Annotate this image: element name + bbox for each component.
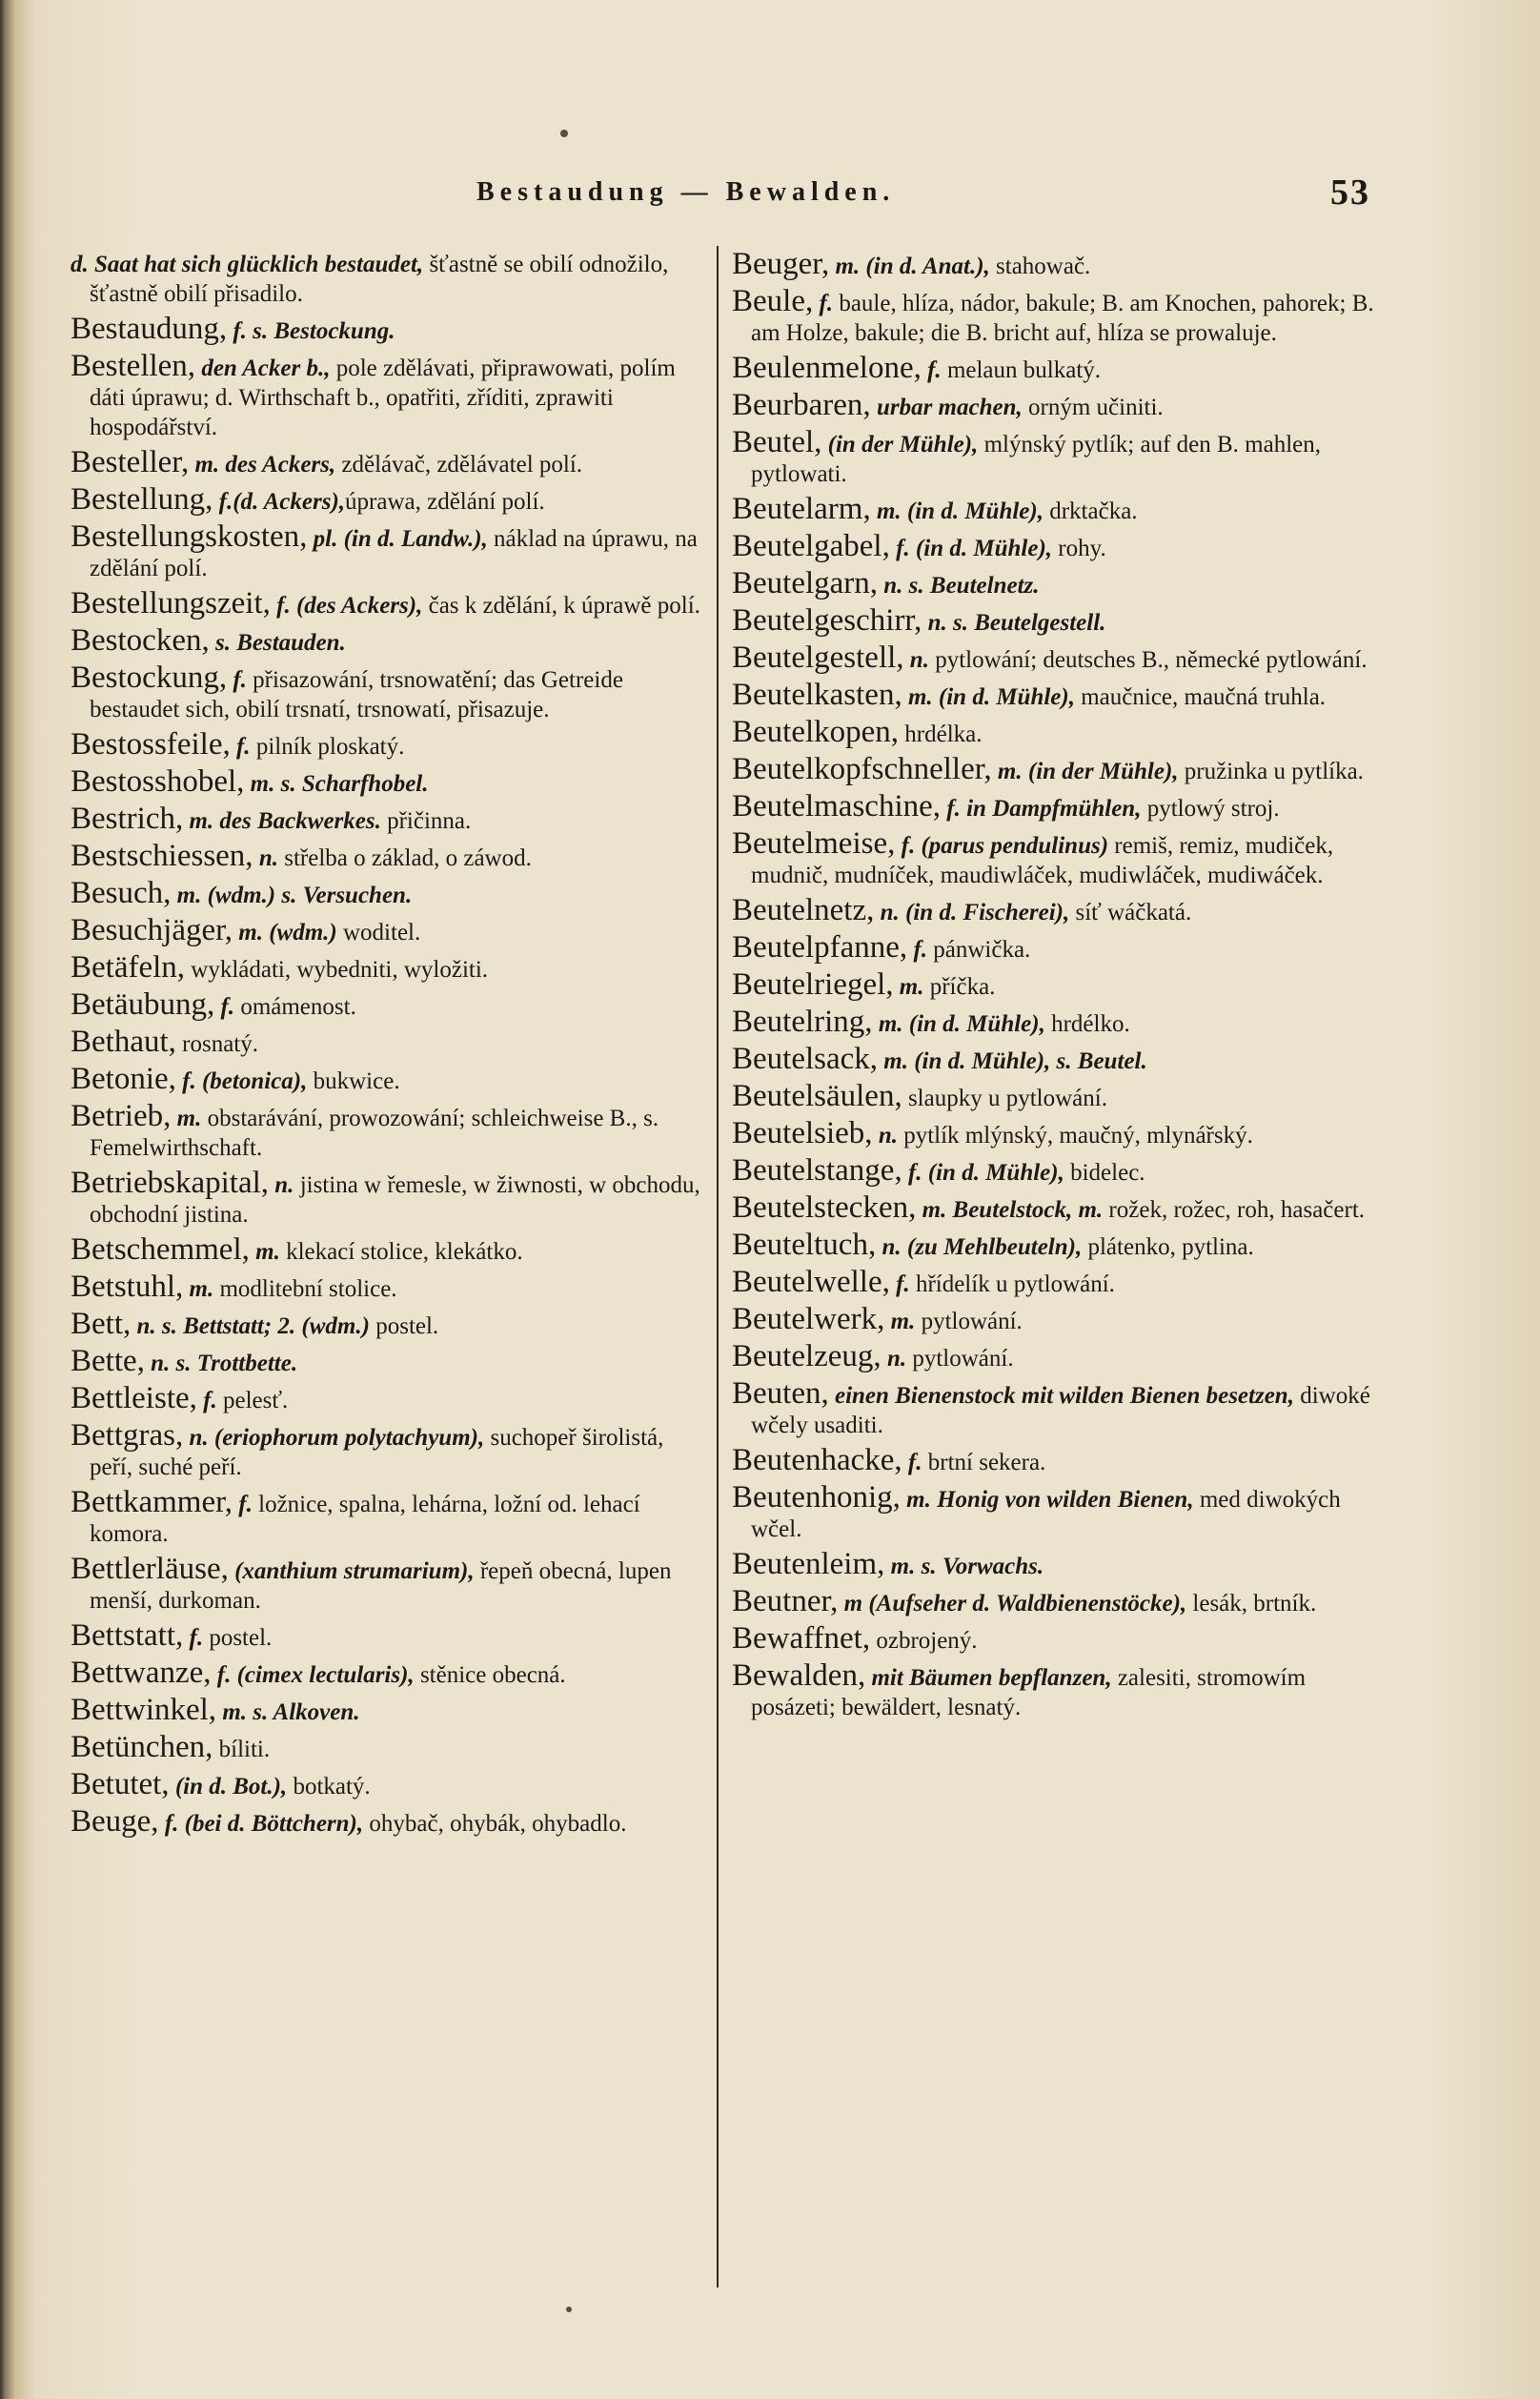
dictionary-entry — [732, 351, 1382, 385]
entry-german: f. — [196, 1388, 217, 1413]
entry-czech: med diwokých wčel. — [751, 1487, 1341, 1542]
top-mark — [560, 130, 568, 137]
entry-czech: drktačka. — [1043, 498, 1138, 524]
entry-headword: Beuten, — [732, 1376, 829, 1411]
entry-headword: Betünchen, — [71, 1730, 213, 1764]
page-header — [476, 173, 1429, 215]
entry-headword: Bettkammer, — [71, 1485, 233, 1519]
entry-headword: Beutelarm, — [732, 492, 871, 526]
entry-czech: omámenost. — [234, 994, 356, 1020]
entry-czech: slaupky u pytlowání. — [902, 1086, 1107, 1111]
entry-czech: suchopeř širolistá, peří, suché peří. — [90, 1425, 664, 1480]
entry-headword: Beutelkasten, — [732, 678, 902, 712]
entry-czech: maučnice, maučná truhla. — [1074, 684, 1327, 710]
entry-german: n. s. Trottbette. — [144, 1351, 298, 1376]
entry-german: pl. (in d. Landw.), — [307, 526, 488, 552]
entry-headword: Bestaudung, — [71, 312, 228, 346]
dictionary-entry — [732, 1443, 1382, 1477]
entry-czech: melaun bulkatý. — [941, 357, 1102, 383]
dictionary-entry — [732, 566, 1382, 600]
entry-headword: Beutner, — [732, 1584, 839, 1618]
dictionary-entry — [732, 1339, 1382, 1373]
dictionary-entry — [71, 764, 704, 799]
dictionary-entry — [71, 519, 704, 583]
entry-german: m. (wdm.) — [233, 920, 337, 945]
header-title: Bestaudung — Bewalden. — [476, 177, 896, 207]
dictionary-entry — [732, 1265, 1382, 1299]
entry-headword: Bettstatt, — [71, 1618, 184, 1653]
dictionary-entry — [732, 1658, 1382, 1722]
dictionary-entry — [732, 1116, 1382, 1150]
dictionary-entry — [71, 312, 704, 346]
entry-headword: Besuchjäger, — [71, 913, 233, 947]
entry-czech: pelesť. — [216, 1388, 289, 1413]
entry-czech: stěnice obecná. — [414, 1662, 566, 1688]
entry-czech: zalesiti, stromowím posázeti; bewäldert, lesnatý. — [751, 1665, 1307, 1720]
entry-czech: baule, hlíza, nádor, bakule; B. am Knochen, pahorek; B. am Holze, bakule; die B. bricht auf, hlíza se prowaluje. — [751, 291, 1374, 346]
entry-german: f. (in d. Mühle), — [902, 1160, 1064, 1186]
entry-headword: Beutelring, — [732, 1005, 873, 1039]
entry-headword: Bestellung, — [71, 482, 213, 517]
entry-headword: Bewalden, — [732, 1658, 866, 1693]
entry-czech: botkatý. — [287, 1774, 371, 1799]
entry-german: einen Bienenstock mit wilden Bienen besetzen, — [828, 1383, 1294, 1409]
dictionary-entry — [71, 482, 704, 517]
entry-czech: pružinka u pytlíka. — [1178, 759, 1364, 784]
entry-headword: Beutelwelle, — [732, 1265, 890, 1299]
dictionary-entry — [732, 1302, 1382, 1336]
entry-headword: Beutelzeug, — [732, 1339, 881, 1373]
entry-german: f. — [889, 1271, 910, 1297]
dictionary-entry — [71, 727, 704, 762]
entry-headword: Beurbaren, — [732, 388, 871, 422]
entry-czech: orným učiniti. — [1022, 395, 1164, 420]
entry-headword: Betriebskapital, — [71, 1166, 270, 1200]
entry-headword: Beuge, — [71, 1804, 159, 1839]
dictionary-entry — [71, 663, 704, 724]
entry-german: f. — [214, 994, 235, 1020]
entry-german: n. — [903, 647, 929, 673]
entry-headword: Bestellen, — [71, 349, 196, 383]
entry-german: m. — [893, 974, 924, 1000]
entry-german: f. (des Ackers), — [270, 593, 423, 619]
entry-german: (in d. Bot.), — [169, 1774, 288, 1799]
entry-headword: Besteller, — [71, 445, 190, 479]
entry-czech: ohybač, ohybák, ohybadlo. — [363, 1811, 627, 1837]
entry-headword: Bestockung, — [71, 661, 228, 695]
entry-headword: Beutelmaschine, — [732, 789, 942, 823]
entry-czech: modlitební stolice. — [213, 1276, 397, 1302]
dictionary-entry — [71, 839, 704, 873]
entry-german: n. (in d. Fischerei), — [874, 900, 1070, 925]
entry-czech: síť wáčkatá. — [1069, 900, 1192, 925]
entry-headword: Beutelmeise, — [732, 826, 896, 861]
entry-headword: Beutelsack, — [732, 1042, 879, 1076]
entry-headword: Bettgras, — [71, 1418, 184, 1453]
entry-headword: Bett, — [71, 1307, 132, 1341]
entry-german: (in der Mühle), — [821, 432, 979, 457]
entry-german: n. s. Beutelgestell. — [922, 610, 1106, 636]
entry-german: m. (wdm.) s. Versuchen. — [171, 883, 413, 908]
dictionary-entry — [732, 1547, 1382, 1581]
dictionary-entry — [71, 250, 704, 309]
dictionary-entry — [732, 967, 1382, 1002]
entry-german: m. — [884, 1309, 916, 1334]
dictionary-entry — [71, 1485, 704, 1549]
entry-german: m. — [171, 1106, 202, 1131]
entry-headword: Bettlerläuse, — [71, 1552, 229, 1586]
dictionary-entry — [71, 445, 704, 479]
entry-czech: ložnice, spalna, lehárna, ložní od. lehací komora. — [90, 1492, 640, 1547]
dictionary-entry — [71, 1344, 704, 1378]
entry-czech: šťastně se obilí odnožilo, šťastně obilí přisadilo. — [90, 252, 669, 307]
entry-czech: mlýnský pytlík; auf den B. mahlen, pytlowati. — [751, 432, 1321, 487]
dictionary-entry — [71, 1618, 704, 1653]
entry-headword: Beutelnetz, — [732, 893, 875, 927]
entry-czech: pytlowání; deutsches B., německé pytlowání. — [928, 647, 1368, 673]
entry-czech: náklad na úprawu, na zdělání polí. — [90, 526, 698, 581]
dictionary-entry — [732, 492, 1382, 526]
entry-headword: Beutelkopfschneller, — [732, 752, 992, 786]
entry-headword: Beuger, — [732, 247, 830, 281]
dictionary-entry — [732, 1376, 1382, 1440]
entry-headword: Bewaffnet, — [732, 1621, 871, 1656]
dictionary-entry — [71, 1804, 704, 1839]
dictionary-entry — [732, 678, 1382, 712]
entry-headword: Besuch, — [71, 876, 172, 910]
entry-german: m. (in d. Mühle), s. Beutel. — [878, 1048, 1147, 1074]
dictionary-entry — [732, 284, 1382, 348]
entry-czech: postel. — [369, 1313, 439, 1339]
entry-german: n. — [881, 1346, 907, 1372]
dictionary-entry — [732, 1584, 1382, 1618]
entry-czech: přisazowání, trsnowatění; das Getreide bestaudet sich, obilí trsnatí, trsnowatí, přisazuje. — [90, 667, 623, 722]
entry-headword: Bette, — [71, 1344, 145, 1378]
entry-czech: ozbrojený. — [870, 1628, 978, 1654]
dictionary-entry — [71, 1027, 704, 1059]
entry-german: f. (in d. Mühle), — [889, 536, 1053, 561]
entry-german: (xanthium strumarium), — [228, 1558, 475, 1584]
entry-german: den Acker b., — [195, 356, 331, 381]
dictionary-entry — [732, 1042, 1382, 1076]
dictionary-entry — [732, 1480, 1382, 1544]
dictionary-entry — [71, 1272, 704, 1304]
entry-czech: řepeň obecná, lupen menší, durkoman. — [90, 1558, 672, 1614]
entry-german: n. — [269, 1172, 294, 1198]
entry-headword: Beutelgestell, — [732, 640, 904, 675]
entry-headword: Beutelpfanne, — [732, 930, 908, 965]
entry-german: f. — [227, 667, 247, 693]
dictionary-entry — [71, 1693, 704, 1727]
entry-german: mit Bäumen bepflanzen, — [865, 1665, 1112, 1691]
entry-german: n. s. Beutelnetz. — [878, 573, 1040, 599]
entry-czech: diwoké wčely usaditi. — [751, 1383, 1370, 1438]
entry-czech: příčka. — [923, 974, 996, 1000]
entry-headword: Bestschiessen, — [71, 839, 253, 873]
entry-headword: Bestocken, — [71, 623, 210, 658]
entry-headword: Betäubung, — [71, 987, 215, 1022]
entry-german: f. — [230, 734, 251, 760]
entry-headword: Betonie, — [71, 1062, 176, 1096]
entry-czech: remiš, remiz, mudiček, mudnič, mudníček, maudiwláček, mudiwláček, mudiwáček. — [751, 833, 1334, 888]
entry-czech: pytlowý stroj. — [1141, 796, 1280, 822]
dictionary-entry — [732, 930, 1382, 965]
dictionary-entry — [71, 1552, 704, 1616]
dictionary-entry — [732, 603, 1382, 638]
dictionary-entry — [732, 893, 1382, 927]
entry-headword: Beutelsieb, — [732, 1116, 873, 1150]
entry-headword: Beutelkopen, — [732, 715, 900, 749]
entry-german: m. s. Alkoven. — [216, 1699, 360, 1725]
entry-czech: stahowač. — [989, 254, 1091, 279]
entry-headword: Betäfeln, — [71, 950, 186, 985]
entry-headword: Beuteltuch, — [732, 1228, 877, 1262]
dictionary-entry — [732, 789, 1382, 823]
entry-german: m. s. Vorwachs. — [884, 1554, 1044, 1579]
dictionary-entry — [71, 623, 704, 658]
entry-german: m. (in der Mühle), — [991, 759, 1179, 784]
dictionary-entry — [71, 1658, 704, 1690]
entry-czech: wykládati, wybedniti, wyložiti. — [185, 957, 489, 983]
dictionary-entry — [71, 987, 704, 1022]
entry-headword: Beutenhonig, — [732, 1480, 901, 1515]
dictionary-entry — [732, 752, 1382, 786]
entry-german: d. Saat hat sich glücklich bestaudet, — [71, 252, 424, 277]
entry-czech: klekací stolice, klekátko. — [279, 1239, 523, 1265]
dictionary-entry — [71, 586, 704, 620]
dictionary-entry — [732, 1079, 1382, 1113]
dictionary-entry — [732, 1230, 1382, 1262]
entry-czech: lesák, brtník. — [1186, 1591, 1317, 1616]
entry-german: n. (zu Mehlbeuteln), — [876, 1234, 1083, 1260]
dictionary-entry — [732, 1190, 1382, 1225]
entry-german: m. — [183, 1276, 214, 1302]
entry-czech: jistina w řemesle, w žiwnosti, w obchodu, obchodní jistina. — [90, 1172, 700, 1228]
dictionary-entry — [732, 425, 1382, 489]
entry-czech: rosnatý. — [175, 1031, 259, 1057]
dictionary-entry — [732, 388, 1382, 422]
entry-headword: Bethaut, — [71, 1025, 176, 1059]
entry-czech: pilník ploskatý. — [250, 734, 405, 760]
dictionary-entry — [71, 1381, 704, 1415]
entry-czech: pytlowání. — [906, 1346, 1014, 1372]
entry-czech: woditel. — [336, 920, 421, 945]
entry-german: f. — [233, 1492, 253, 1517]
dictionary-entry — [732, 1007, 1382, 1039]
entry-headword: Beutelstange, — [732, 1153, 902, 1188]
entry-german: n. s. Bettstatt; 2. (wdm.) — [131, 1313, 370, 1339]
entry-czech: obstarávání, prowozowání; schleichweise B., s. Femelwirthschaft. — [90, 1106, 659, 1161]
entry-czech: pole zdělávati, připrawowati, polím dáti úprawu; d. Wirthschaft b., opatřiti, zříditi, zprawiti hospodářství. — [90, 356, 676, 440]
dictionary-entry — [732, 1621, 1382, 1656]
dictionary-entry — [71, 1730, 704, 1764]
dictionary-entry — [732, 826, 1382, 890]
dictionary-entry — [71, 950, 704, 985]
entry-german: m. des Ackers, — [189, 452, 336, 478]
dictionary-entry — [71, 1307, 704, 1341]
entry-czech: hřídelík u pytlowání. — [909, 1271, 1115, 1297]
entry-headword: Bestrich, — [71, 802, 184, 836]
dictionary-entry — [71, 1232, 704, 1267]
dictionary-entry — [732, 529, 1382, 563]
entry-headword: Beutelsäulen, — [732, 1079, 902, 1113]
entry-czech: pytlowání. — [915, 1309, 1023, 1334]
entry-german: m (Aufseher d. Waldbienenstöcke), — [838, 1591, 1187, 1616]
entry-headword: Bettleiste, — [71, 1381, 197, 1415]
entry-headword: Beutenhacke, — [732, 1443, 902, 1477]
entry-headword: Betstuhl, — [71, 1270, 184, 1304]
entry-german: f. — [907, 937, 928, 963]
entry-headword: Betrieb, — [71, 1099, 172, 1133]
entry-german: n. — [253, 845, 278, 871]
dictionary-entry — [732, 715, 1382, 749]
entry-german: m. Honig von wilden Bienen, — [900, 1487, 1194, 1513]
entry-headword: Bettwinkel, — [71, 1693, 217, 1727]
entry-headword: Beutelgeschirr, — [732, 603, 922, 638]
entry-czech: střelba o základ, o záwod. — [277, 845, 532, 871]
entry-czech: pánwička. — [927, 937, 1031, 963]
entry-headword: Beutelwerk, — [732, 1302, 885, 1336]
dictionary-entry — [732, 1153, 1382, 1188]
dictionary-entry — [71, 876, 704, 910]
entry-german: m. (in d. Mühle), — [872, 1011, 1045, 1037]
entry-german: s. Bestauden. — [209, 630, 346, 656]
entry-german: m. (in d. Mühle), — [902, 684, 1075, 710]
entry-german: m. des Backwerkes. — [183, 808, 381, 834]
right-column — [732, 247, 1382, 1728]
entry-czech: rožek, rožec, roh, hasačert. — [1103, 1197, 1366, 1223]
entry-german: n. — [872, 1123, 898, 1149]
entry-german: f. s. Bestockung. — [227, 318, 395, 344]
entry-german: f. — [183, 1625, 204, 1651]
entry-czech: hrdélko. — [1044, 1011, 1130, 1037]
entry-headword: Bestosshobel, — [71, 764, 245, 799]
entry-headword: Beutelstecken, — [732, 1190, 917, 1225]
entry-german: f. — [813, 291, 834, 316]
entry-german: f. — [902, 1450, 922, 1475]
entry-german: m. — [249, 1239, 280, 1265]
entry-german: f. (parus pendulinus) — [895, 833, 1109, 859]
entry-headword: Beule, — [732, 284, 814, 318]
entry-czech: zdělávač, zdělávatel polí. — [335, 452, 583, 478]
entry-czech: rohy. — [1052, 536, 1106, 561]
entry-czech: hrdélka. — [899, 722, 983, 747]
dictionary-entry — [71, 1062, 704, 1096]
dictionary-entry — [71, 1166, 704, 1230]
dictionary-entry — [71, 1767, 704, 1801]
entry-headword: Bettwanze, — [71, 1656, 212, 1690]
entry-german: m. (in d. Mühle), — [870, 498, 1044, 524]
page-number: 53 — [1330, 173, 1370, 213]
entry-czech: bidelec. — [1064, 1160, 1145, 1186]
dictionary-entry — [732, 640, 1382, 675]
entry-german: f. (cimex lectularis), — [211, 1662, 415, 1688]
entry-german: f. — [921, 357, 942, 383]
entry-german: m. s. Scharfhobel. — [244, 771, 429, 797]
column-divider — [717, 246, 719, 2287]
entry-headword: Bestellungszeit, — [71, 586, 271, 620]
dictionary-entry — [71, 804, 704, 836]
entry-headword: Beutel, — [732, 425, 822, 459]
dictionary-entry — [71, 1099, 704, 1163]
left-column — [71, 250, 704, 1844]
entry-headword: Betschemmel, — [71, 1232, 250, 1267]
dictionary-entry — [71, 1418, 704, 1482]
entry-german: m. Beutelstock, m. — [916, 1197, 1104, 1223]
entry-czech: brtní sekera. — [922, 1450, 1046, 1475]
entry-czech: pytlík mlýnský, maučný, mlynářský. — [897, 1123, 1253, 1149]
entry-headword: Betutet, — [71, 1767, 170, 1801]
entry-german: f. (betonica), — [175, 1068, 308, 1094]
entry-headword: Beutelgarn, — [732, 566, 879, 600]
entry-headword: Beulenmelone, — [732, 351, 922, 385]
entry-headword: Bestossfeile, — [71, 727, 231, 762]
entry-german: f. in Dampfmühlen, — [941, 796, 1142, 822]
entry-headword: Beutelgabel, — [732, 529, 890, 563]
entry-german: f.(d. Ackers), — [213, 489, 346, 515]
bottom-mark — [566, 2307, 572, 2312]
dictionary-entry — [71, 913, 704, 947]
entry-headword: Bestellungskosten, — [71, 519, 308, 554]
entry-headword: Beutelriegel, — [732, 967, 894, 1002]
dictionary-entry — [71, 349, 704, 442]
dictionary-entry — [732, 247, 1382, 281]
entry-german: f. (bei d. Böttchern), — [158, 1811, 364, 1837]
entry-headword: Beutenleim, — [732, 1547, 885, 1581]
entry-german: urbar machen, — [870, 395, 1023, 420]
entry-czech: postel. — [203, 1625, 273, 1651]
entry-czech: přičinna. — [380, 808, 472, 834]
entry-german: n. (eriophorum polytachyum), — [183, 1425, 485, 1451]
entry-german: m. (in d. Anat.), — [829, 254, 990, 279]
entry-czech: plátenko, pytlina. — [1082, 1234, 1254, 1260]
entry-czech: úprawa, zdělání polí. — [345, 489, 545, 515]
entry-czech: čas k zdělání, k úprawě polí. — [422, 593, 700, 619]
entry-czech: bíliti. — [213, 1737, 271, 1762]
entry-czech: bukwice. — [307, 1068, 400, 1094]
